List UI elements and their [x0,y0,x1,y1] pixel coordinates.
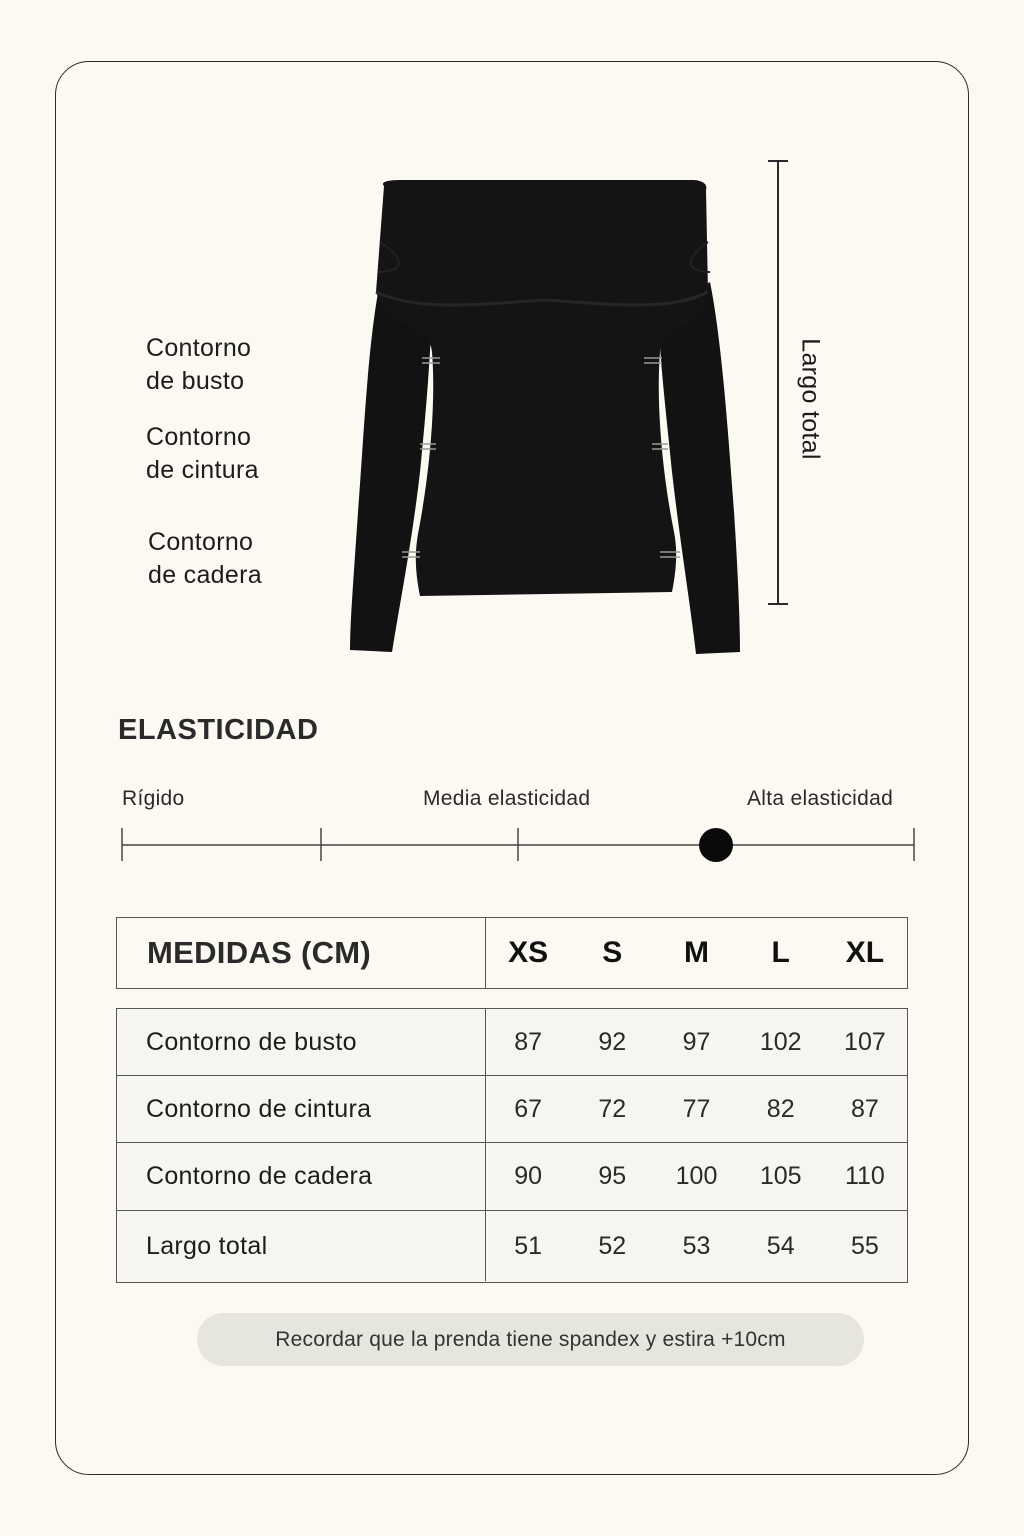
table-row [117,1143,907,1211]
size-table-header [116,917,908,989]
table-cell: 97 [682,1027,711,1056]
table-cell: 52 [598,1231,627,1260]
label-contorno-busto: Contorno de busto [146,334,252,395]
garment-illustration [340,172,750,662]
table-cell: 55 [851,1231,879,1260]
label-contorno-cintura: Contorno de cintura [146,423,259,484]
table-cell: 72 [598,1094,627,1123]
table-cell: 54 [766,1231,795,1260]
size-xl: XL [845,936,885,969]
left-sleeve [350,282,432,652]
table-cell: 107 [844,1027,886,1056]
table-header-title: MEDIDAS (CM) [117,918,486,988]
table-cell: 105 [759,1162,802,1190]
row-label: Contorno de busto [117,1009,486,1075]
label-contorno-cadera: Contorno de cadera [148,528,262,589]
size-l: L [771,936,790,969]
table-cell: 87 [514,1027,542,1056]
label-largo-total: Largo total [796,338,825,460]
table-cell: 53 [682,1231,711,1260]
size-m: M [684,936,709,969]
table-cell: 77 [682,1094,711,1123]
table-cell: 67 [514,1094,542,1123]
elasticity-scale [118,826,918,866]
table-cell: 51 [514,1231,542,1260]
table-cell: 110 [844,1162,885,1190]
table-cell: 102 [759,1027,802,1056]
table-cell: 87 [851,1094,879,1123]
elasticity-scale-svg [118,826,918,866]
elasticity-middle-label: Media elasticidad [423,787,591,810]
size-s: S [602,936,623,969]
row-label: Largo total [117,1211,486,1281]
table-cell: 82 [766,1094,795,1123]
table-row [117,1009,907,1076]
off-shoulder-top-image [340,172,750,662]
table-cell: 95 [598,1162,627,1190]
elasticity-title: ELASTICIDAD [118,714,319,746]
elasticity-right-label: Alta elasticidad [747,787,894,810]
size-table-body [116,1008,908,1283]
table-row [117,1211,907,1281]
largo-total-bar [767,160,789,605]
right-sleeve [658,282,740,654]
table-cell: 90 [514,1162,542,1190]
table-row [117,1076,907,1143]
table-cell: 92 [598,1027,627,1056]
elasticity-level-marker [699,828,733,862]
row-label: Contorno de cadera [117,1143,486,1210]
elasticity-left-label: Rígido [122,787,185,810]
row-label: Contorno de cintura [117,1076,486,1142]
size-xs: XS [508,936,549,969]
spandex-note: Recordar que la prenda tiene spandex y estira +10cm [197,1313,864,1366]
size-header-row [486,918,907,988]
table-cell: 100 [675,1162,718,1190]
